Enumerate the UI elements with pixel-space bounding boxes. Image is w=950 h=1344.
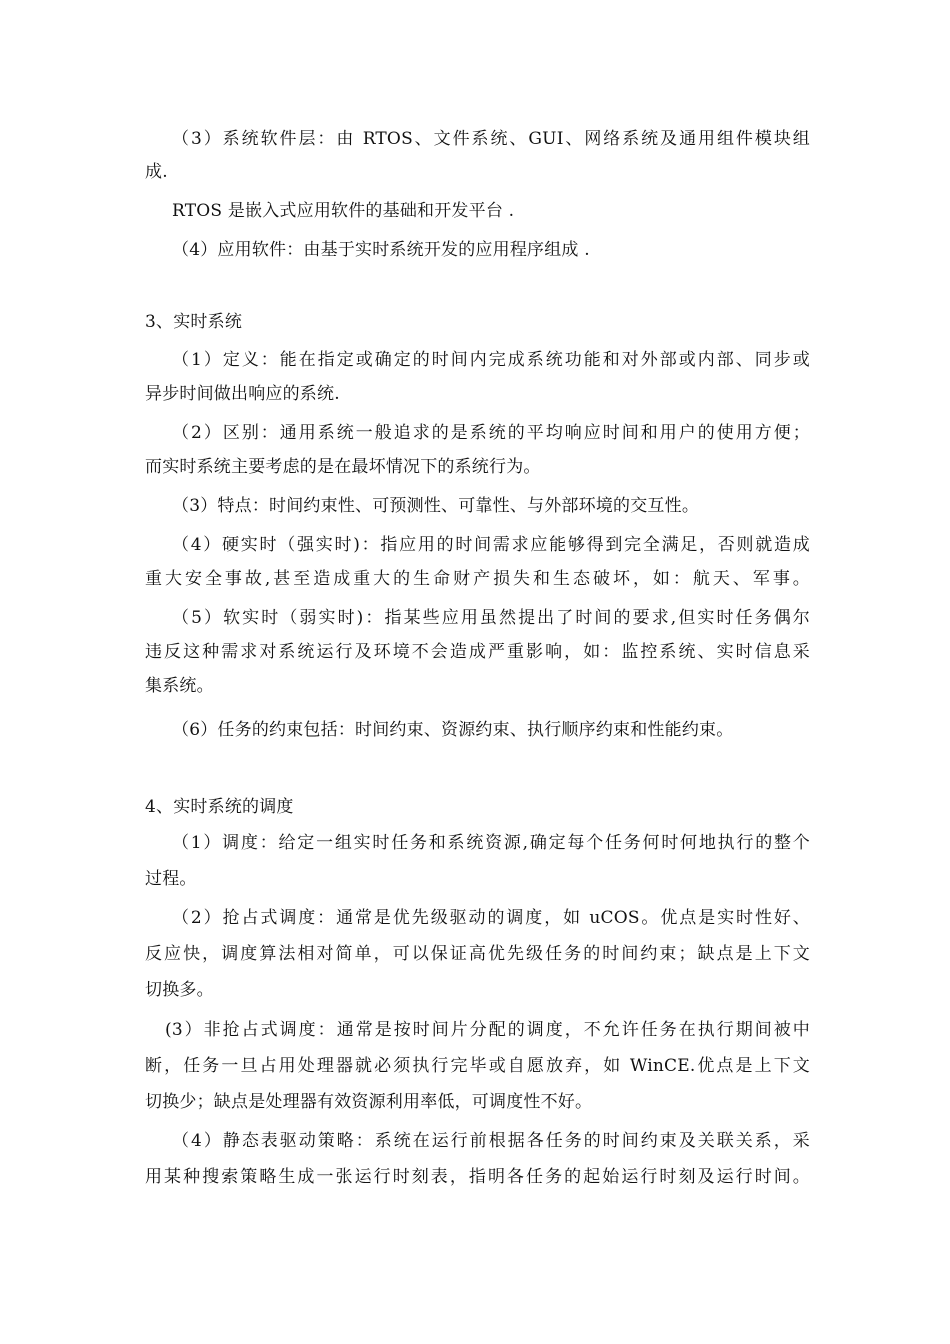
para-soft-realtime-line2: 违反这种需求对系统运行及环境不会造成严重影响，如：监控系统、实时信息采 [145, 642, 810, 662]
para-difference-line2: 而实时系统主要考虑的是在最坏情况下的系统行为。 [145, 457, 541, 477]
para-static-table-line1: （4）静态表驱动策略：系统在运行前根据各任务的时间约束及关联关系，采 [172, 1131, 810, 1151]
para-difference-line1: （2）区别：通用系统一般追求的是系统的平均响应时间和用户的使用方便； [172, 423, 810, 443]
para-system-software-line2: 成. [145, 162, 168, 182]
para-scheduling-line2: 过程。 [145, 869, 197, 889]
para-soft-realtime-line3: 集系统。 [145, 676, 214, 696]
para-scheduling-line1: （1）调度：给定一组实时任务和系统资源,确定每个任务何时何地执行的整个 [172, 833, 810, 853]
section-heading-scheduling: 4、实时系统的调度 [145, 797, 294, 817]
para-features: （3）特点：时间约束性、可预测性、可靠性、与外部环境的交互性。 [172, 496, 700, 516]
para-nonpreemptive-line1: (3）非抢占式调度：通常是按时间片分配的调度，不允许任务在执行期间被中 [165, 1020, 810, 1040]
para-definition-line1: （1）定义：能在指定或确定的时间内完成系统功能和对外部或内部、同步或 [172, 350, 810, 370]
para-soft-realtime-line1: （5）软实时（弱实时)：指某些应用虽然提出了时间的要求,但实时任务偶尔 [172, 608, 810, 628]
para-hard-realtime-line1: （4）硬实时（强实时)：指应用的时间需求应能够得到完全满足，否则就造成 [172, 535, 810, 555]
para-hard-realtime-line2: 重大安全事故,甚至造成重大的生命财产损失和生态破坏，如：航天、军事。 [145, 569, 810, 589]
para-preemptive-line1: （2）抢占式调度：通常是优先级驱动的调度，如 uCOS。优点是实时性好、 [172, 908, 810, 928]
para-application-software: （4）应用软件：由基于实时系统开发的应用程序组成 . [172, 240, 590, 260]
section-heading-realtime-system: 3、实时系统 [145, 312, 243, 332]
para-nonpreemptive-line3: 切换少；缺点是处理器有效资源利用率低，可调度性不好。 [145, 1092, 593, 1112]
para-system-software-line1: （3）系统软件层：由 RTOS、文件系统、GUI、网络系统及通用组件模块组 [172, 129, 810, 149]
para-preemptive-line2: 反应快，调度算法相对简单，可以保证高优先级任务的时间约束；缺点是上下文 [145, 944, 810, 964]
para-preemptive-line3: 切换多。 [145, 980, 214, 1000]
para-static-table-line2: 用某种搜索策略生成一张运行时刻表，指明各任务的起始运行时刻及运行时间。 [145, 1167, 810, 1187]
para-nonpreemptive-line2: 断，任务一旦占用处理器就必须执行完毕或自愿放弃，如 WinCE.优点是上下文 [145, 1056, 810, 1076]
para-task-constraints: （6）任务的约束包括：时间约束、资源约束、执行顺序约束和性能约束。 [172, 720, 734, 740]
para-rtos-basis: RTOS 是嵌入式应用软件的基础和开发平台 . [172, 201, 515, 221]
para-definition-line2: 异步时间做出响应的系统. [145, 384, 340, 404]
